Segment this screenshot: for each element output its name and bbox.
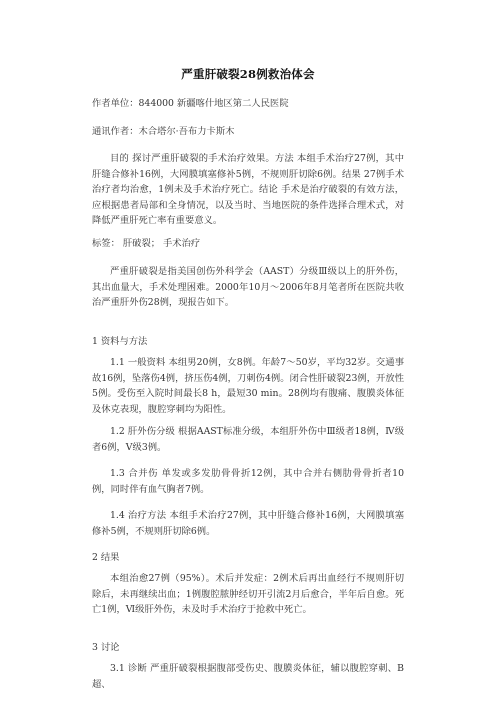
section-1-3: 1.3 合并伤 单发或多发肋骨骨折12例，其中合并右侧肋骨骨折者10例，同时伴有血气胸者7例。 bbox=[92, 468, 404, 495]
keywords: 标签： 肝破裂； 手术治疗 bbox=[92, 238, 201, 249]
section-1-heading: 1 资料与方法 bbox=[92, 336, 148, 347]
abstract: 目的 探讨严重肝破裂的手术治疗效果。方法 本组手术治疗27例，其中肝缝合修补16例，大网膜填塞修补5例，不规则肝切除6例。结果 27例手术治疗者均治愈，1例未及手术治疗死亡。结论 手术是治疗破裂的有效方法，应根据患者局部和全身情况，以及当时、当地医院的条件选择合理术式，对降低严重肝死亡率有重要意义。 bbox=[92, 153, 404, 226]
section-2-body: 本组治愈27例（95%）。术后并发症：2例术后再出血经行不规则肝切除后，未再继续出血；1例腹腔脓肿经切开引流2月后愈合，半年后自愈。死亡1例，Ⅵ级肝外伤，未及时手术治疗于抢救中死亡。 bbox=[92, 573, 404, 615]
intro-paragraph: 严重肝破裂是指美国创伤外科学会（AAST）分级Ⅲ级以上的肝外伤，其出血量大，手术处理困难。2000年10月～2006年8月笔者所在医院共收治严重肝外伤28例，现报告如下。 bbox=[92, 266, 404, 308]
section-3-heading: 3 讨论 bbox=[92, 642, 120, 653]
section-1-2: 1.2 肝外伤分级 根据AAST标准分级，本组肝外伤中Ⅲ级者18例，Ⅳ级者6例，Ⅴ级3例。 bbox=[92, 426, 404, 453]
section-3-1: 3.1 诊断 严重肝破裂根据腹部受伤史、腹膜炎体征，辅以腹腔穿刺、B超、 bbox=[92, 663, 404, 690]
section-2-heading: 2 结果 bbox=[92, 552, 120, 563]
corresponding-author: 通讯作者：木合塔尔·吾布力卡斯木 bbox=[92, 126, 235, 137]
article-title: 严重肝破裂28例救治体会 bbox=[181, 67, 315, 81]
author-unit: 作者单位：844000 新疆喀什地区第二人民医院 bbox=[92, 98, 289, 109]
section-1-4: 1.4 治疗方法 本组手术治疗27例，其中肝缝合修补16例，大网膜填塞修补5例，不规则肝切除6例。 bbox=[92, 510, 404, 537]
section-1-1: 1.1 一般资料 本组男20例，女8例。年龄7～50岁，平均32岁。交通事故16例，坠落伤4例，挤压伤4例，刀刺伤4例。闭合性肝破裂23例，开放性5例。受伤至入院时间最长8 h，最短30 min。28例均有腹痛、腹膜炎体征及休克表现，腹腔穿刺均为阳性。 bbox=[92, 357, 404, 415]
